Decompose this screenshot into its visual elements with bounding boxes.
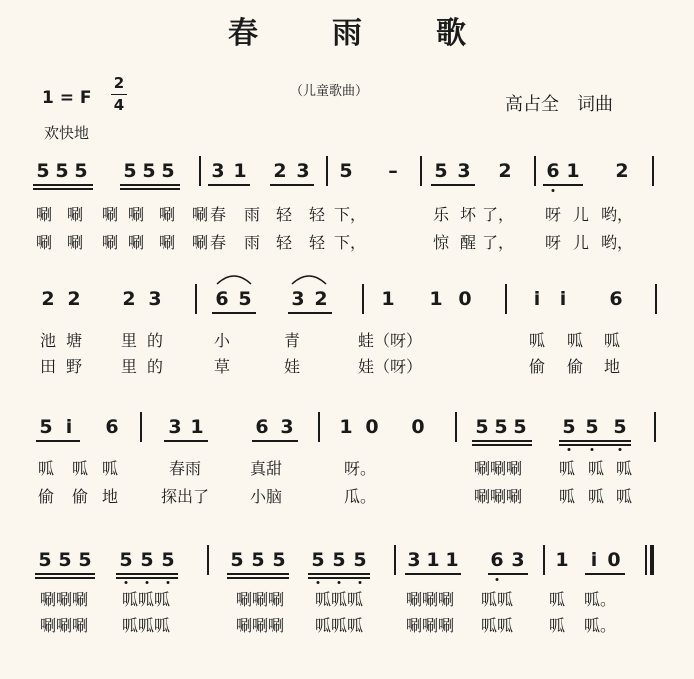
note: – [388, 160, 398, 182]
lyric-syllable: 呱 [615, 459, 633, 478]
lyric-syllable: 儿 [572, 205, 590, 224]
lyric-syllable: 唰 [101, 205, 119, 224]
barline [318, 412, 320, 442]
note: 5 [230, 549, 244, 571]
staff-line-1 [0, 156, 694, 200]
lyric-syllable: 呱 [558, 459, 576, 478]
note: 5 [78, 549, 92, 571]
beam-underline [208, 184, 250, 186]
slur [290, 270, 328, 286]
staff-line-3 [0, 412, 694, 456]
lyric-syllable: 池 [39, 331, 57, 350]
song-author: 高占全 词曲 [505, 94, 613, 115]
beam-underline [212, 312, 256, 314]
barline [534, 156, 536, 186]
staff-line-2 [0, 284, 694, 328]
note: 5 [119, 549, 133, 571]
note: 3 [407, 549, 421, 571]
note: 6 [546, 160, 560, 182]
lyric-syllable: 唰唰唰 [473, 459, 523, 478]
lyric-syllable: 醒 [459, 233, 477, 252]
lyric-syllable: 惊 [432, 233, 450, 252]
lyric-syllable: 唰唰唰 [405, 590, 455, 609]
key-signature: 1 = F [42, 88, 92, 108]
note: 6 [609, 288, 623, 310]
lyric-syllable: 小 [213, 331, 231, 350]
note: 2 [67, 288, 81, 310]
lyric-syllable: 呱 [603, 331, 621, 350]
lyric-syllable: 真甜 [249, 459, 283, 478]
note: 5 [238, 288, 252, 310]
lyric-syllable: 呀 [544, 233, 562, 252]
note: 5 [140, 549, 154, 571]
lyric-syllable: 偷 [71, 487, 89, 506]
lyric-line [0, 352, 694, 378]
lyric-syllable: 呱 [558, 487, 576, 506]
note: 3 [296, 160, 310, 182]
note: 5 [311, 549, 325, 571]
note: 2 [122, 288, 136, 310]
lyric-syllable: 呱呱 [480, 590, 514, 609]
beam-underline [308, 577, 370, 579]
note: 2 [273, 160, 287, 182]
note: 0 [607, 549, 621, 571]
lyric-syllable: 偷 [566, 357, 584, 376]
lyric-syllable: 娃 [283, 357, 301, 376]
beam-underline [288, 312, 332, 314]
barline [654, 412, 656, 442]
note: 5 [123, 160, 137, 182]
lyric-syllable: 唰唰唰 [39, 616, 89, 635]
note: 6 [215, 288, 229, 310]
beam-underline [33, 184, 93, 186]
note: 3 [148, 288, 162, 310]
lyric-syllable: 小脑 [249, 487, 283, 506]
lower-octave-dot [619, 448, 622, 451]
lyric-syllable: 唰唰唰 [473, 487, 523, 506]
note: 1 [429, 288, 443, 310]
lyric-syllable: 呱 [71, 459, 89, 478]
note: 3 [211, 160, 225, 182]
note: i [533, 288, 541, 310]
note: 1 [190, 416, 204, 438]
lyric-syllable: 了， [481, 205, 515, 224]
lyric-syllable: 的 [146, 357, 164, 376]
lyric-syllable: 雨 [243, 233, 261, 252]
song-title: 春 雨 歌 [228, 16, 488, 51]
note: 0 [411, 416, 425, 438]
note: 6 [105, 416, 119, 438]
note: 0 [458, 288, 472, 310]
note: 5 [353, 549, 367, 571]
lyric-syllable: 呱呱呱 [121, 590, 171, 609]
lyric-syllable: 下， [333, 205, 367, 224]
lyric-syllable: 呱 [615, 487, 633, 506]
note: 3 [511, 549, 525, 571]
lyric-syllable: 呱 [548, 616, 566, 635]
note: 6 [255, 416, 269, 438]
time-signature-bar [111, 94, 127, 95]
beam-underline [270, 184, 314, 186]
lyric-line [0, 454, 694, 480]
lyric-syllable: 呱呱呱 [314, 590, 364, 609]
lyric-syllable: 呱呱 [480, 616, 514, 635]
lyric-syllable: 呀 [544, 205, 562, 224]
lyric-line [0, 585, 694, 611]
lyric-syllable: 春雨 [168, 459, 202, 478]
lyric-syllable: 呱呱呱 [314, 616, 364, 635]
note: 5 [38, 549, 52, 571]
note: 5 [251, 549, 265, 571]
lyric-syllable: 蛙（呀） [357, 331, 423, 350]
beam-underline [36, 440, 80, 442]
barline [420, 156, 422, 186]
lyric-syllable: 野 [65, 357, 83, 376]
barline [326, 156, 328, 186]
lyric-line [0, 326, 694, 352]
lyric-syllable: 田 [39, 357, 57, 376]
lyric-line [0, 611, 694, 637]
note: 1 [339, 416, 353, 438]
lyric-syllable: 呱。 [583, 616, 617, 635]
lower-octave-dot [359, 581, 362, 584]
barline [394, 545, 396, 575]
beam-underline [35, 577, 95, 579]
lyric-syllable: 唰 [127, 233, 145, 252]
lyric-syllable: 唰 [101, 233, 119, 252]
lyric-line [0, 482, 694, 508]
lyric-syllable: 唰 [158, 233, 176, 252]
lyric-syllable: 地 [603, 357, 621, 376]
beam-underline [164, 440, 208, 442]
note: 3 [457, 160, 471, 182]
lyric-syllable: 雨 [243, 205, 261, 224]
lyric-syllable: 地 [101, 487, 119, 506]
barline [455, 412, 457, 442]
lyric-syllable: 唰 [191, 205, 209, 224]
note: 5 [161, 549, 175, 571]
lyric-syllable: 唰 [191, 233, 209, 252]
lyric-syllable: 呱 [548, 590, 566, 609]
note: 3 [168, 416, 182, 438]
lyric-syllable: 唰 [158, 205, 176, 224]
note: 5 [339, 160, 353, 182]
note: 5 [513, 416, 527, 438]
beam-underline [116, 573, 178, 575]
lower-octave-dot [146, 581, 149, 584]
beam-underline [227, 573, 289, 575]
final-barline-thick [650, 545, 654, 575]
lower-octave-dot [125, 581, 128, 584]
note: 5 [613, 416, 627, 438]
lyric-syllable: 唰 [35, 233, 53, 252]
note: 1 [381, 288, 395, 310]
beam-underline [120, 184, 180, 186]
beam-underline [308, 573, 370, 575]
staff-line-4 [0, 545, 694, 589]
lyric-syllable: 唰 [66, 233, 84, 252]
barline [652, 156, 654, 186]
note: 0 [365, 416, 379, 438]
lyric-syllable: 乐 [432, 205, 450, 224]
lower-octave-dot [591, 448, 594, 451]
lyric-line [0, 228, 694, 254]
time-signature [111, 74, 127, 115]
lyric-syllable: 呱呱呱 [121, 616, 171, 635]
lyric-syllable: 呱 [528, 331, 546, 350]
lyric-syllable: 轻 [275, 233, 293, 252]
beam-underline [227, 577, 289, 579]
beam-underline [559, 440, 631, 442]
lyric-syllable: 唰唰唰 [39, 590, 89, 609]
lyric-syllable: 唰 [127, 205, 145, 224]
barline [505, 284, 507, 314]
lyric-syllable: 里 [120, 357, 138, 376]
slur [215, 270, 253, 286]
lyric-syllable: 下， [333, 233, 367, 252]
lyric-syllable: 呱。 [583, 590, 617, 609]
beam-underline [405, 573, 461, 575]
lyric-syllable: 儿 [572, 233, 590, 252]
note: 1 [445, 549, 459, 571]
beam-underline [559, 444, 631, 446]
lyric-syllable: 呱 [587, 459, 605, 478]
beam-underline [543, 184, 583, 186]
note: 1 [233, 160, 247, 182]
note: 2 [498, 160, 512, 182]
lyric-syllable: 瓜。 [343, 487, 377, 506]
lyric-syllable: 塘 [65, 331, 83, 350]
barline [362, 284, 364, 314]
note: 2 [615, 160, 629, 182]
lyric-syllable: 轻 [308, 233, 326, 252]
lower-octave-dot [167, 581, 170, 584]
note: 5 [585, 416, 599, 438]
note: 6 [490, 549, 504, 571]
beam-underline [472, 444, 532, 446]
lower-octave-dot [496, 578, 499, 581]
note: 5 [58, 549, 72, 571]
lyric-syllable: 呀。 [343, 459, 377, 478]
lyric-syllable: 坏 [459, 205, 477, 224]
barline [655, 284, 657, 314]
lyric-syllable: 哟， [600, 205, 634, 224]
note: 5 [562, 416, 576, 438]
lyric-syllable: 轻 [308, 205, 326, 224]
note: i [559, 288, 567, 310]
lyric-syllable: 唰唰唰 [235, 616, 285, 635]
lyric-syllable: 呱 [37, 459, 55, 478]
time-signature-bottom: 4 [113, 96, 125, 114]
note: 5 [39, 416, 53, 438]
note: 1 [566, 160, 580, 182]
lyric-syllable: 哟， [600, 233, 634, 252]
lyric-syllable: 青 [283, 331, 301, 350]
note: 5 [74, 160, 88, 182]
lyric-syllable: 呱 [587, 487, 605, 506]
barline [195, 284, 197, 314]
lyric-line [0, 200, 694, 226]
beam-underline [585, 573, 625, 575]
note: 5 [475, 416, 489, 438]
lyric-syllable: 轻 [275, 205, 293, 224]
note: 5 [434, 160, 448, 182]
barline [140, 412, 142, 442]
lyric-syllable: 的 [146, 331, 164, 350]
lower-octave-dot [552, 189, 555, 192]
lyric-syllable: 呱 [566, 331, 584, 350]
beam-underline [252, 440, 298, 442]
note: 5 [36, 160, 50, 182]
note: 5 [142, 160, 156, 182]
lyric-syllable: 了， [481, 233, 515, 252]
note: 3 [280, 416, 294, 438]
note: 5 [332, 549, 346, 571]
beam-underline [431, 184, 475, 186]
barline [543, 545, 545, 575]
lyric-syllable: 唰 [66, 205, 84, 224]
barline [207, 545, 209, 575]
lyric-syllable: 娃（呀） [357, 357, 423, 376]
beam-underline [488, 573, 528, 575]
lyric-syllable: 春 [209, 233, 227, 252]
lyric-syllable: 探出了 [160, 487, 210, 506]
note: 3 [291, 288, 305, 310]
lyric-syllable: 唰唰唰 [405, 616, 455, 635]
time-signature-top: 2 [113, 74, 125, 92]
note: 5 [494, 416, 508, 438]
barline [199, 156, 201, 186]
lyric-syllable: 唰 [35, 205, 53, 224]
lower-octave-dot [568, 448, 571, 451]
final-barline-thin [645, 545, 647, 575]
lyric-syllable: 草 [213, 357, 231, 376]
lower-octave-dot [317, 581, 320, 584]
tempo-marking: 欢快地 [44, 124, 90, 142]
note: 2 [41, 288, 55, 310]
note: 1 [555, 549, 569, 571]
beam-underline [33, 188, 93, 190]
note: 2 [314, 288, 328, 310]
beam-underline [116, 577, 178, 579]
song-subtitle: （儿童歌曲） [290, 84, 369, 99]
beam-underline [35, 573, 95, 575]
lyric-syllable: 偷 [37, 487, 55, 506]
beam-underline [472, 440, 532, 442]
lower-octave-dot [338, 581, 341, 584]
lyric-syllable: 里 [120, 331, 138, 350]
note: 5 [55, 160, 69, 182]
lyric-syllable: 偷 [528, 357, 546, 376]
lyric-syllable: 呱 [101, 459, 119, 478]
lyric-syllable: 唰唰唰 [235, 590, 285, 609]
note: i [65, 416, 73, 438]
note: 1 [426, 549, 440, 571]
note: 5 [161, 160, 175, 182]
note: i [590, 549, 598, 571]
beam-underline [120, 188, 180, 190]
note: 5 [272, 549, 286, 571]
lyric-syllable: 春 [209, 205, 227, 224]
